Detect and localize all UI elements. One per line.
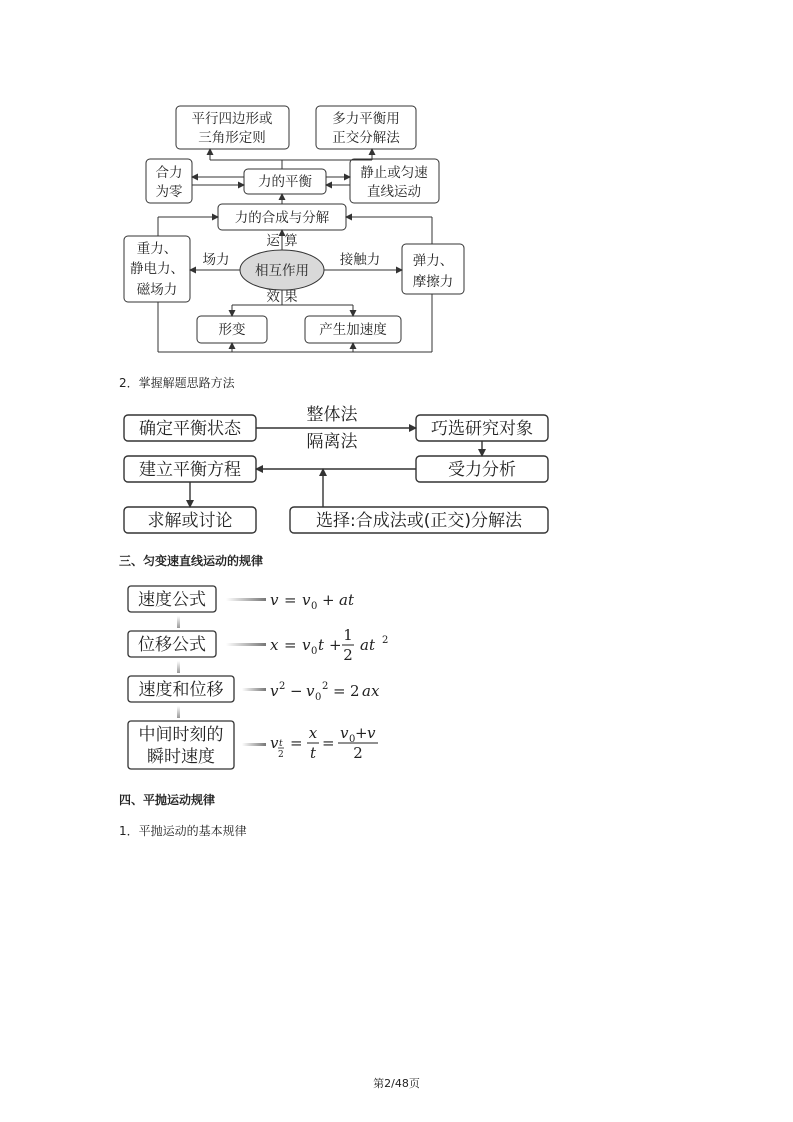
choose-method-label: 选择:合成法或(正交)分解法 [316,511,522,531]
svg-text:2: 2 [279,681,286,692]
svg-text:0: 0 [311,601,318,612]
page-number: 第2/48页 [373,1077,420,1090]
acceleration-label: 产生加速度 [319,322,387,338]
midtime-velocity-equation [270,724,378,762]
svg-text:2: 2 [382,635,389,646]
effect-label: 效 果 [266,289,298,305]
midtime-line2: 瞬时速度 [147,747,215,767]
field-forces-line3: 磁场力 [136,282,178,298]
svg-text:v: v [367,724,376,742]
net-zero-line1: 合力 [155,165,183,181]
composition-label: 力的合成与分解 [234,210,330,226]
svg-text:v: v [270,682,279,700]
contact-forces-line1: 弹力、 [412,253,454,269]
svg-text:ax: ax [362,682,380,700]
force-concept-diagram [110,98,470,360]
interaction-label: 相互作用 [255,263,309,279]
svg-text:at: at [360,636,375,654]
svg-text:x: x [270,636,279,654]
solve-discuss-label: 求解或讨论 [147,511,233,531]
build-equation-label: 建立平衡方程 [139,460,241,480]
svg-text:=: = [333,682,346,700]
solving-method-flowchart [118,400,558,538]
whole-method-label: 整体法 [306,405,358,425]
svg-text:t: t [318,636,325,654]
kinematics-formulas [122,580,412,776]
svg-text:=: = [322,734,335,752]
parallelogram-line2: 三角形定则 [198,130,266,146]
svg-text:2: 2 [350,682,360,700]
contact-force-label: 接触力 [339,252,381,268]
svg-text:2: 2 [343,646,353,664]
determine-state-label: 确定平衡状态 [139,419,241,439]
svg-text:v: v [270,734,279,752]
svg-text:v: v [302,591,311,609]
svg-text:1: 1 [343,626,353,644]
field-force-label: 场力 [202,252,230,268]
svg-text:=: = [290,734,303,752]
section4-title: 四、平抛运动规律 [119,793,216,807]
svg-text:x: x [308,724,318,742]
svg-text:0: 0 [311,646,318,657]
displacement-formula-label: 位移公式 [138,635,206,655]
svg-text:v: v [340,724,349,742]
static-motion-line2: 直线运动 [367,184,421,200]
svg-text:0: 0 [315,692,322,703]
force-analysis-label: 受力分析 [448,460,516,480]
static-motion-line1: 静止或匀速 [360,165,428,181]
svg-text:=: = [284,591,297,609]
select-object-label: 巧选研究对象 [431,419,533,439]
svg-text:+: + [329,636,342,654]
svg-text:2: 2 [353,744,363,762]
velocity-formula-label: 速度公式 [138,590,206,610]
multi-force-line1: 多力平衡用 [332,111,400,127]
svg-text:+: + [355,724,368,742]
svg-text:at: at [339,591,354,609]
multi-force-line2: 正交分解法 [332,130,400,146]
svg-text:t: t [279,739,283,749]
field-forces-line2: 静电力、 [130,261,184,277]
svg-text:v: v [306,682,315,700]
svg-text:2: 2 [322,681,329,692]
displacement-equation [270,626,388,664]
deformation-label: 形变 [218,322,246,338]
midtime-line1: 中间时刻的 [138,725,224,745]
field-forces-line1: 重力、 [136,241,178,257]
svg-text:v: v [302,636,311,654]
net-zero-line2: 为零 [155,184,183,200]
svg-text:t: t [309,744,317,762]
svg-text:+: + [322,591,335,609]
section2-item: 2．掌握解题思路方法 [119,376,235,390]
isolation-method-label: 隔离法 [306,432,358,452]
section3-title: 三、匀变速直线运动的规律 [119,554,264,568]
svg-text:−: − [290,682,303,700]
equilibrium-label: 力的平衡 [258,174,312,190]
contact-forces-line2: 摩擦力 [412,274,454,290]
velocity-displacement-label: 速度和位移 [138,680,224,700]
velocity-displacement-equation [270,681,380,703]
svg-text:0: 0 [349,734,356,745]
parallelogram-line1: 平行四边形或 [191,111,273,127]
velocity-equation [270,591,355,612]
svg-text:2: 2 [278,750,284,760]
section4-item: 1．平抛运动的基本规律 [119,824,247,838]
svg-text:=: = [284,636,297,654]
svg-text:v: v [270,591,279,609]
operation-label: 运 算 [266,233,298,249]
